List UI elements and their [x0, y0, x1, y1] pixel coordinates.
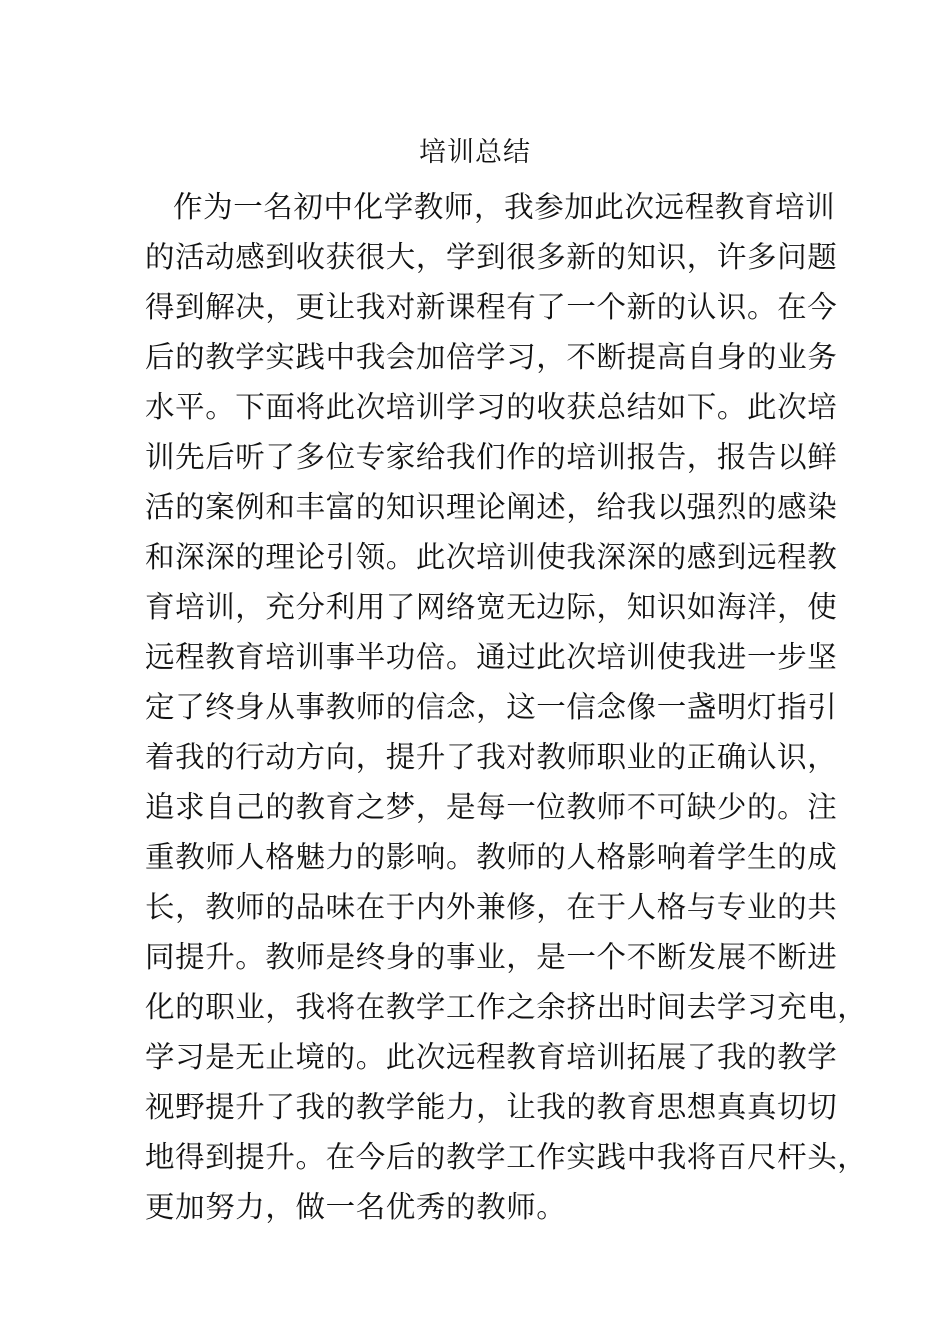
body-line: 长，教师的品味在于内外兼修，在于人格与专业的共: [145, 890, 838, 924]
body-line: 定了终身从事教师的信念，这一信念像一盏明灯指引: [145, 690, 838, 724]
body-line: 远程教育培训事半功倍。通过此次培训使我进一步坚: [145, 640, 838, 674]
body-line: 活的案例和丰富的知识理论阐述，给我以强烈的感染: [145, 490, 838, 524]
body-line: 化的职业，我将在教学工作之余挤出时间去学习充电，: [145, 990, 868, 1024]
body-line: 同提升。教师是终身的事业，是一个不断发展不断进: [145, 940, 838, 974]
body-line: 水平。下面将此次培训学习的收获总结如下。此次培: [145, 390, 838, 424]
body-line: 地得到提升。在今后的教学工作实践中我将百尺杆头，: [145, 1140, 868, 1174]
body-line: 学习是无止境的。此次远程教育培训拓展了我的教学: [145, 1040, 838, 1074]
body-line: 得到解决，更让我对新课程有了一个新的认识。在今: [145, 290, 838, 324]
body-line: 育培训，充分利用了网络宽无边际，知识如海洋，使: [145, 590, 838, 624]
body-line: 视野提升了我的教学能力，让我的教育思想真真切切: [145, 1090, 838, 1124]
body-line: 追求自己的教育之梦，是每一位教师不可缺少的。注: [145, 790, 838, 824]
body-line: 训先后听了多位专家给我们作的培训报告，报告以鲜: [145, 440, 838, 474]
body-line: 更加努力，做一名优秀的教师。: [145, 1190, 567, 1224]
body-line: 的活动感到收获很大，学到很多新的知识，许多问题: [145, 240, 838, 274]
body-line: 和深深的理论引领。此次培训使我深深的感到远程教: [145, 540, 838, 574]
body-line: 后的教学实践中我会加倍学习，不断提高自身的业务: [145, 340, 838, 374]
body-line: 作为一名初中化学教师，我参加此次远程教育培训: [173, 190, 836, 224]
body-line: 着我的行动方向，提升了我对教师职业的正确认识，: [145, 740, 838, 774]
body-line: 重教师人格魅力的影响。教师的人格影响着学生的成: [145, 840, 838, 874]
document-title: 培训总结: [419, 137, 531, 168]
document-body: [145, 182, 868, 1232]
